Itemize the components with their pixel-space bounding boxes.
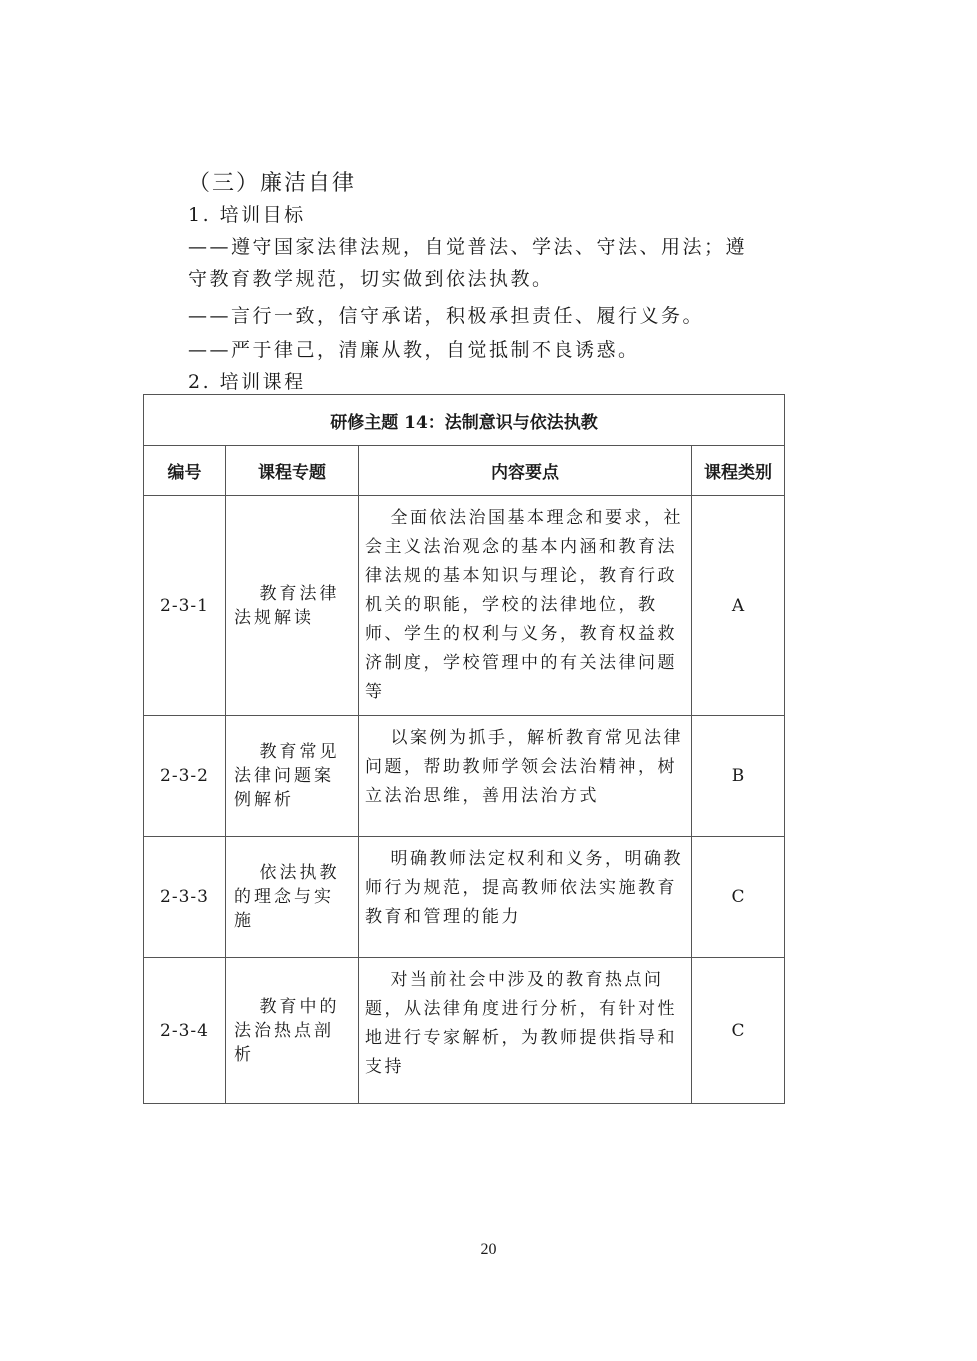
row-category: A xyxy=(692,496,785,716)
row-category: C xyxy=(692,837,785,958)
header-code: 编号 xyxy=(144,446,226,496)
row-topic: 教育法律法规解读 xyxy=(226,496,359,716)
row-code: 2-3-1 xyxy=(144,496,226,716)
row-content: 全面依法治国基本理念和要求，社会主义法治观念的基本内涵和教育法律法规的基本知识与理论，教育行政机关的职能，学校的法律地位，教师、学生的权利与义务，教育权益救济制度，学校管理中的有关法律问题等 xyxy=(359,496,692,716)
row-category: C xyxy=(692,958,785,1104)
header-topic: 课程专题 xyxy=(226,446,359,496)
row-code: 2-3-2 xyxy=(144,716,226,837)
course-table xyxy=(143,394,785,1104)
table-theme: 研修主题 14：法制意识与依法执教 xyxy=(144,395,785,446)
row-content: 明确教师法定权利和义务，明确教师行为规范，提高教师依法实施教育教育和管理的能力 xyxy=(359,837,692,958)
goal-1-line-2: 守教育教学规范，切实做到依法执教。 xyxy=(188,268,554,290)
row-code: 2-3-3 xyxy=(144,837,226,958)
table-header-row xyxy=(144,446,785,496)
header-category: 课程类别 xyxy=(692,446,785,496)
row-topic: 依法执教的理念与实施 xyxy=(226,837,359,958)
section-title: （三）廉洁自律 xyxy=(188,171,357,196)
courses-heading: 2. 培训课程 xyxy=(188,371,306,393)
row-category: B xyxy=(692,716,785,837)
goal-3: ——严于律己，清廉从教，自觉抵制不良诱惑。 xyxy=(188,339,640,361)
goal-2: ——言行一致，信守承诺，积极承担责任、履行义务。 xyxy=(188,305,705,327)
row-topic: 教育中的法治热点剖析 xyxy=(226,958,359,1104)
goals-heading: 1. 培训目标 xyxy=(188,204,306,226)
row-content: 对当前社会中涉及的教育热点问题，从法律角度进行分析，有针对性地进行专家解析，为教师提供指导和支持 xyxy=(359,958,692,1104)
goal-1-line-1: ——遵守国家法律法规，自觉普法、学法、守法、用法；遵 xyxy=(188,236,748,258)
table-row xyxy=(144,837,785,958)
header-content: 内容要点 xyxy=(359,446,692,496)
row-topic: 教育常见法律问题案例解析 xyxy=(226,716,359,837)
page-number: 20 xyxy=(480,1241,497,1258)
row-code: 2-3-4 xyxy=(144,958,226,1104)
table-row xyxy=(144,496,785,716)
table-row xyxy=(144,958,785,1104)
table-row xyxy=(144,716,785,837)
row-content: 以案例为抓手，解析教育常见法律问题，帮助教师学领会法治精神，树立法治思维，善用法治方式 xyxy=(359,716,692,837)
